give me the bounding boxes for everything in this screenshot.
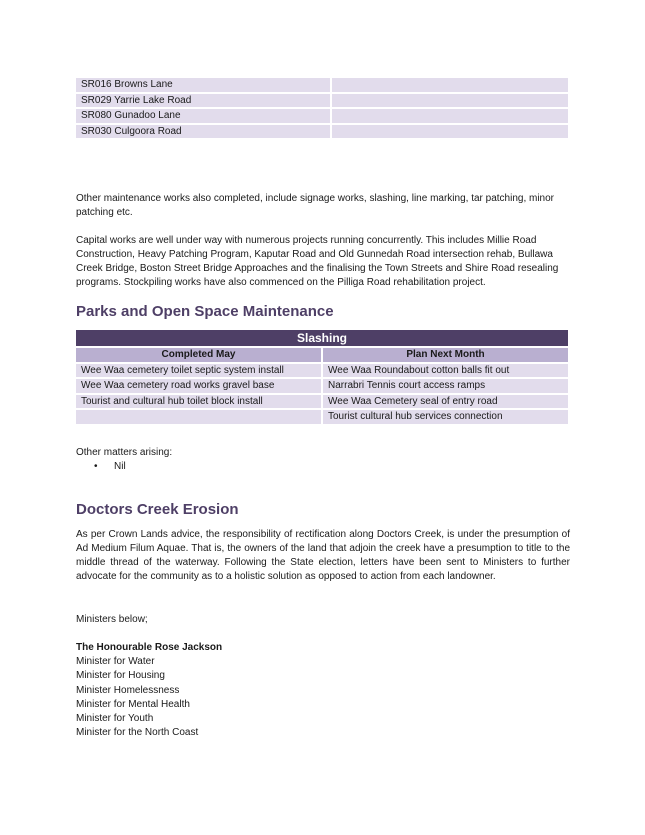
plan-header: Plan Next Month: [323, 348, 568, 362]
minister-role: Minister for the North Coast: [76, 727, 199, 739]
road-value-cell: [332, 125, 568, 139]
capital-paragraph-block: [76, 234, 570, 290]
road-name-cell: SR029 Yarrie Lake Road: [76, 94, 330, 108]
table-row: [76, 109, 568, 123]
road-value-cell: [332, 109, 568, 123]
completed-header: Completed May: [76, 348, 321, 362]
doctors-heading-block: [76, 500, 570, 520]
table-row: [76, 94, 568, 108]
doctors-paragraph: As per Crown Lands advice, the responsibility of rectification along Doctors Creek, is under the presumption of Ad Medium Filum Aquae. That is, the owners of the land that adjoin the creek have a presumption to title to the middle thread of the waterway. Following the State election, letters have been sent to Ministers to further advocate for the community as to a holistic solution as opposed to action from each landowner.: [76, 529, 570, 582]
doctors-paragraph-block: [76, 528, 570, 584]
road-value-cell: [332, 94, 568, 108]
table-row: [76, 379, 568, 393]
road-name-cell: SR030 Culgoora Road: [76, 125, 330, 139]
doctors-heading: Doctors Creek Erosion: [76, 501, 239, 518]
table-row: [76, 364, 568, 378]
parks-heading-block: [76, 302, 570, 322]
minister-role: Minister for Housing: [76, 670, 165, 682]
list-item: [76, 460, 570, 474]
table-row: [76, 125, 568, 139]
minister-name: The Honourable Rose Jackson: [76, 642, 223, 653]
plan-cell: Tourist cultural hub services connection: [323, 410, 568, 424]
plan-cell: Wee Waa Roundabout cotton balls fit out: [323, 364, 568, 378]
table-row: [76, 395, 568, 409]
list-item-text: Nil: [114, 461, 126, 472]
other-matters-label: Other matters arising:: [76, 447, 173, 458]
plan-cell: Narrabri Tennis court access ramps: [323, 379, 568, 393]
ministers-label-block: [76, 613, 570, 627]
minister-role: Minister for Youth: [76, 713, 154, 725]
minister-role: Minister for Mental Health: [76, 698, 190, 710]
minister-role: Minister for Water: [76, 656, 155, 668]
table-row: [76, 410, 568, 424]
plan-cell: Wee Waa Cemetery seal of entry road: [323, 395, 568, 409]
other-matters-block: [76, 446, 570, 474]
slashing-table: [74, 328, 570, 426]
slashing-table-container: [76, 328, 570, 426]
parks-heading: Parks and Open Space Maintenance: [76, 303, 334, 320]
road-name-cell: SR080 Gunadoo Lane: [76, 109, 330, 123]
roads-table-container: [76, 76, 570, 140]
slashing-title: Slashing: [76, 330, 568, 346]
table-row: [76, 78, 568, 92]
completed-cell: Wee Waa cemetery road works gravel base: [76, 379, 321, 393]
capital-paragraph: Capital works are well under way with numerous projects running concurrently. This includes Millie Road Construction, Heavy Patching Program, Kaputar Road and Old Gunnedah Road intersection rehab, Bullawa Creek Bridge, Boston Street Bridge Approaches and the finalising the Town Streets and Shire Road resealing programs. Stockpiling works have also commenced on the Pilliga Road rehabilitation project.: [76, 235, 559, 288]
other-matters-list: [76, 460, 570, 474]
minister-block: [76, 641, 570, 740]
completed-cell: [76, 410, 321, 424]
maintenance-paragraph: Other maintenance works also completed, include signage works, slashing, line marking, tar patching, minor patching etc.: [76, 193, 555, 218]
roads-table: [74, 76, 570, 140]
completed-cell: Tourist and cultural hub toilet block install: [76, 395, 321, 409]
ministers-label: Ministers below;: [76, 614, 148, 625]
table-header-row: [76, 348, 568, 362]
road-name-cell: SR016 Browns Lane: [76, 78, 330, 92]
road-value-cell: [332, 78, 568, 92]
bullet-icon: •: [94, 461, 98, 472]
completed-cell: Wee Waa cemetery toilet septic system install: [76, 364, 321, 378]
maintenance-paragraph-block: [76, 192, 570, 220]
minister-role: Minister Homelessness: [76, 684, 180, 696]
table-title-row: [76, 330, 568, 346]
